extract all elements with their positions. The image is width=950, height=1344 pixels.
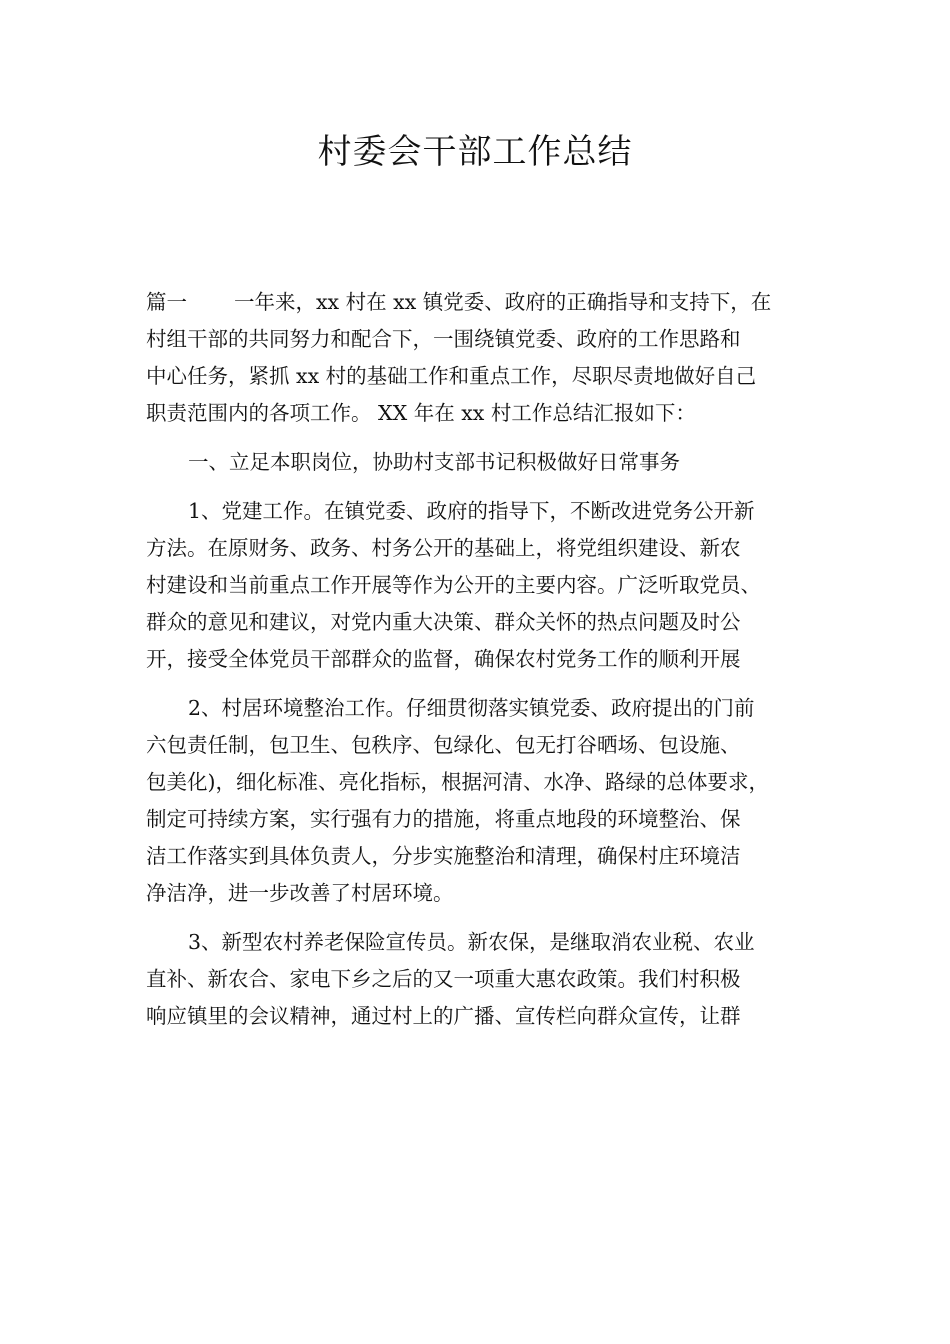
- paragraph-line: 中心任务，紧抓 xx 村的基础工作和重点工作，尽职尽责地做好自己: [146, 364, 757, 388]
- paragraph-line: 村建设和当前重点工作开展等作为公开的主要内容。广泛听取党员、: [146, 573, 761, 597]
- paragraph-line: 群众的意见和建议，对党内重大决策、群众关怀的热点问题及时公: [146, 610, 741, 634]
- section-heading: 一、立足本职岗位，协助村支部书记积极做好日常事务: [188, 450, 680, 474]
- document-body: [146, 284, 810, 1035]
- paragraph-text: 一年来，xx 村在 xx 镇党委、政府的正确指导和支持下，在: [234, 290, 772, 314]
- document-title: 村委会干部工作总结: [317, 132, 633, 172]
- paragraph-line: 方法。在原财务、政务、村务公开的基础上，将党组织建设、新农: [146, 536, 741, 560]
- paragraph-line: 3、新型农村养老保险宣传员。新农保，是继取消农业税、农业: [188, 930, 755, 954]
- paragraph-line: 职责范围内的各项工作。 XX 年在 xx 村工作总结汇报如下：: [146, 401, 696, 425]
- paragraph-line: 洁工作落实到具体负责人，分步实施整治和清理，确保村庄环境洁: [146, 844, 741, 868]
- paragraph-line: 响应镇里的会议精神，通过村上的广播、宣传栏向群众宣传，让群: [146, 1004, 741, 1028]
- paragraph-line: 净洁净，进一步改善了村居环境。: [146, 881, 454, 905]
- paragraph-line: [146, 284, 810, 321]
- paragraph-line: 开，接受全体党员干部群众的监督，确保农村党务工作的顺利开展: [146, 647, 741, 671]
- paragraph-line: 村组干部的共同努力和配合下，一围绕镇党委、政府的工作思路和: [146, 327, 741, 351]
- paragraph-line: 直补、新农合、家电下乡之后的又一项重大惠农政策。我们村积极: [146, 967, 741, 991]
- paragraph-line: 六包责任制，包卫生、包秩序、包绿化、包无打谷晒场、包设施、: [146, 733, 741, 757]
- paragraph-line: 制定可持续方案，实行强有力的措施，将重点地段的环境整治、保: [146, 807, 741, 831]
- paragraph-line: 包美化)，细化标准、亮化指标，根据河清、水净、路绿的总体要求，: [146, 770, 769, 794]
- section-label: 篇一: [146, 290, 187, 314]
- paragraph-line: 1、党建工作。在镇党委、政府的指导下，不断改进党务公开新: [188, 499, 755, 523]
- paragraph-line: 2、村居环境整治工作。仔细贯彻落实镇党委、政府提出的门前: [188, 696, 755, 720]
